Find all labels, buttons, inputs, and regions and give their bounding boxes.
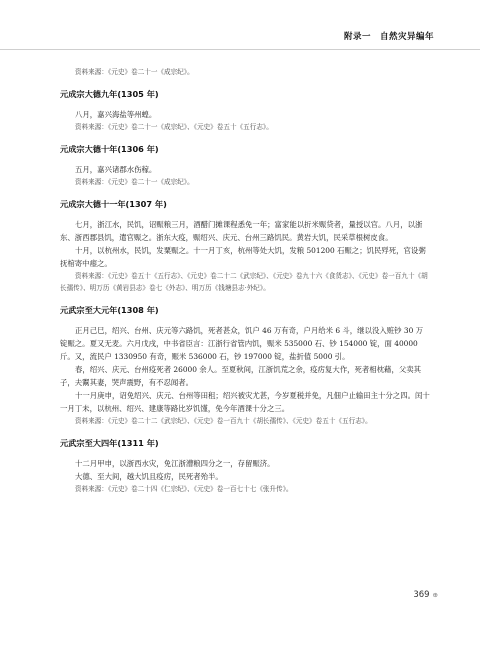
running-header: 附录一 自然灾异编年 <box>343 32 434 42</box>
paragraph: 春，绍兴、庆元、台州疫死者 26000 余人。至夏秋间，江浙饥荒之余，疫疠复大作，死者相枕藉，父卖其子，夫鬻其妻，哭声震野，有不忍闻者。 <box>60 365 422 387</box>
paragraph: 十二月甲申，以浙西水灾，免江浙漕粮四分之一，存留赈济。 <box>75 459 275 468</box>
source-note: 资料来源：《元史》卷五十《五行志》、《元史》卷二十二《武宗纪》、《元史》卷九十六《食货志》、《元史》卷一百九十《胡长孺传》、明万历《黄岩县志》卷七《外志》、明万历《钱塘县志·外纪》。 <box>60 272 428 292</box>
section-continued <box>60 66 430 78</box>
section-1308 <box>60 305 430 427</box>
paragraph: 大德、至大间，越大饥且疫疠，民死者殆半。 <box>75 472 223 481</box>
paragraph: 五月，嘉兴诸郡水伤稼。 <box>75 165 157 174</box>
section-title: 元成宗大德十年(1306 年) <box>60 144 159 154</box>
section-title: 元武宗至大元年(1308 年) <box>60 305 159 315</box>
section-1311 <box>60 438 430 495</box>
page-content <box>60 66 430 506</box>
source-note: 资料来源：《元史》卷二十四《仁宗纪》、《元史》卷一百七十七《张升传》。 <box>75 485 293 493</box>
section-title: 元武宗至大四年(1311 年) <box>60 438 159 448</box>
section-title: 元成宗大德九年(1305 年) <box>60 89 159 99</box>
section-title: 元成宗大德十一年(1307 年) <box>60 199 167 209</box>
section-1307 <box>60 199 430 294</box>
source-note: 资料来源：《元史》卷二十一《成宗纪》。 <box>75 68 194 76</box>
paragraph: 八月，嘉兴海盐等州蝗。 <box>75 110 157 119</box>
paragraph: 十一月庚申，诏免绍兴、庆元、台州等田租；绍兴被灾尤甚，今岁夏税并免，凡佃户止输田主十分之四。闰十一月丁未，以杭州、绍兴、建康等路比岁饥馑，免今年酒课十分之三。 <box>60 391 430 413</box>
page-number: 369 <box>413 590 430 600</box>
section-1306 <box>60 144 430 188</box>
section-1305 <box>60 89 430 133</box>
page-number-footer <box>413 590 438 600</box>
paragraph: 十月，以杭州水，民饥，发粟赈之。十一月丁亥，杭州等处大饥，发粮 501200 石赈之；饥民殍死，官设粥抚棺寄中瘗之。 <box>60 246 426 268</box>
paragraph: 七月，浙江水，民饥，诏赈粮三月，酒醋门摊课程悉免一年；富家能以折米赈贷者，量授以官。八月，以浙东、浙西郡县饥，遣官赈之。浙东大疫，赈绍兴、庆元、台州三路饥民。黄岩大饥，民采草根树皮食。 <box>60 220 423 242</box>
source-note: 资料来源：《元史》卷二十一《成宗纪》。 <box>75 178 194 186</box>
source-note: 资料来源：《元史》卷二十一《成宗纪》、《元史》卷五十《五行志》。 <box>75 123 273 131</box>
source-note: 资料来源：《元史》卷二十二《武宗纪》、《元史》卷一百九十《胡长孺传》、《元史》卷五十《五行志》。 <box>75 417 372 425</box>
footer-mark: ⊕ <box>432 591 438 599</box>
paragraph: 正月己巳，绍兴、台州、庆元等六路饥，死者甚众，饥户 46 万有奇，户月给米 6 斗，继以没入赃钞 30 万锭赈之。夏又无麦。六月戊戌，中书省臣言：江浙行省管内饥，赈米 535000 石、钞 154000 锭，面 40000 斤。又，流民户 1330950 有奇，赈米 536000 石，钞 197000 锭，盐折值 5000 引。 <box>60 326 424 361</box>
header-divider <box>0 49 480 50</box>
